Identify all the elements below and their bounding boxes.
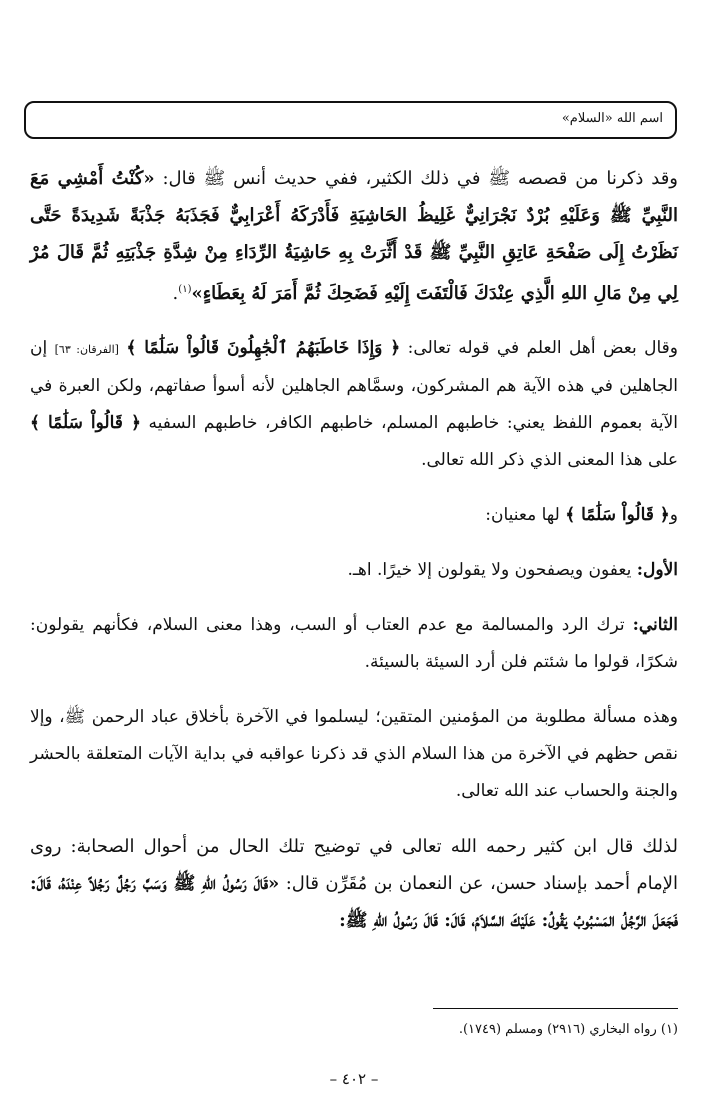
hadith-quote: «قَالَ رَسُولُ اللهِ ﷺ وَسَبَّ رَجُلٌ رَجُلاً عِنْدَهُ، قَالَ: فَجَعَلَ الرَّجُلُ المَسْبُوبُ يَقُولُ: عَلَيْكَ السَّلاَمُ، قَالَ: قَالَ رَسُولُ اللهِ ﷺ: xyxy=(30,873,678,931)
paragraph-second-meaning xyxy=(30,607,678,681)
commentary-end: على هذا المعنى الذي ذكر الله تعالى. xyxy=(421,450,678,470)
paragraph-first-meaning xyxy=(30,552,678,589)
quran-verse: ﴿ قَالُواْ سَلَٰمًا ﴾ xyxy=(565,505,670,525)
believers-text: وهذه مسألة مطلوبة من المؤمنين المتقين؛ ليسلموا في الآخرة بأخلاق عباد الرحمن ﷺ، وإلا نقص حظهم في الآخرة من هذا السلام الذي قد ذكرنا عواقبه في بداية الآيات المتعلقة بالحشر والجنة والحساب عند الله تعالى. xyxy=(30,707,678,801)
intro-text: وقد ذكرنا من قصصه ﷺ في ذلك الكثير، ففي حديث أنس ﷺ قال: xyxy=(154,168,678,189)
intro-text: لذلك قال ابن كثير رحمه الله تعالى في توضيح تلك الحال من أحوال الصحابة: روى الإمام أحمد بإسناد حسن، عن النعمان بن مُقَرِّن قال: xyxy=(30,836,678,894)
first-term: الأول: xyxy=(636,560,678,580)
footnote-marker[interactable]: (١) xyxy=(178,284,192,295)
hadith-quote: «كُنْتُ أَمْشِي مَعَ النَّبِيِّ ﷺ وَعَلَيْهِ بُرْدٌ نَجْرَانِيٌّ غَلِيظُ الحَاشِيَةِ فَأَدْرَكَهُ أَعْرَابِيٌّ فَجَذَبَهُ جَذْبَةً شَدِيدَةً حَتَّى نَظَرْتُ إِلَى صَفْحَةِ عَاتِقِ النَّبِيِّ ﷺ قَدْ أَثَّرَتْ بِهِ حَاشِيَةُ الرِّدَاءِ مِنْ شِدَّةِ جَذْبَتِهِ ثُمَّ قَالَ مُرْ لِي مِنْ مَالِ اللهِ الَّذِي عِنْدَكَ فَالْتَفَتَ إِلَيْهِ فَضَحِكَ ثُمَّ أَمَرَ لَهُ بِعَطَاءٍ» xyxy=(30,168,678,304)
paragraph-two-meanings xyxy=(30,497,678,534)
first-meaning-text: يعفون ويصفحون ولا يقولون إلا خيرًا. اهـ. xyxy=(347,560,637,580)
paragraph-anas-hadith xyxy=(30,160,678,312)
quran-verse-repeat: ﴿ قَالُواْ سَلَٰمًا ﴾ xyxy=(30,413,141,433)
sentence-end: . xyxy=(172,283,179,304)
header-title: اسم الله «السلام» xyxy=(561,111,663,126)
paragraph-verse-commentary xyxy=(30,330,678,479)
footnote-divider xyxy=(433,1008,678,1009)
running-header xyxy=(24,101,677,139)
meanings-text: لها معنيان: xyxy=(485,505,566,525)
page-body xyxy=(30,160,678,957)
page-number: – ٤٠٢ – xyxy=(329,1070,379,1088)
quran-verse: ﴿ وَإِذَا خَاطَبَهُمُ ٱلْجَٰهِلُونَ قَالُواْ سَلَٰمًا ﴾ xyxy=(126,338,401,358)
second-meaning-text: ترك الرد والمسالمة مع عدم العتاب أو السب، وهذا معنى السلام، فكأنهم يقولون: شكرًا، قولوا ما شئتم فلن أرد السيئة بالسيئة. xyxy=(30,615,678,672)
second-term: الثاني: xyxy=(632,615,678,635)
paragraph-believers xyxy=(30,699,678,810)
footnote: (١) رواه البخاري (٢٩١٦) ومسلم (١٧٤٩). xyxy=(458,1022,678,1037)
paragraph-ibn-kathir xyxy=(30,828,678,939)
commentary-text: إن الجاهلين في هذه الآية هم المشركون، وسمَّاهم الجاهلين لأنه أسوأ صفاتهم، ولكن العبرة في الآية بعموم اللفظ يعني: خاطبهم المسلم، خاطبهم الكافر، خاطبهم السفيه xyxy=(30,338,678,433)
intro-text: وقال بعض أهل العلم في قوله تعالى: xyxy=(400,338,679,358)
verse-reference: [الفرقان: ٦٣] xyxy=(54,343,119,356)
prefix: و xyxy=(669,505,678,525)
